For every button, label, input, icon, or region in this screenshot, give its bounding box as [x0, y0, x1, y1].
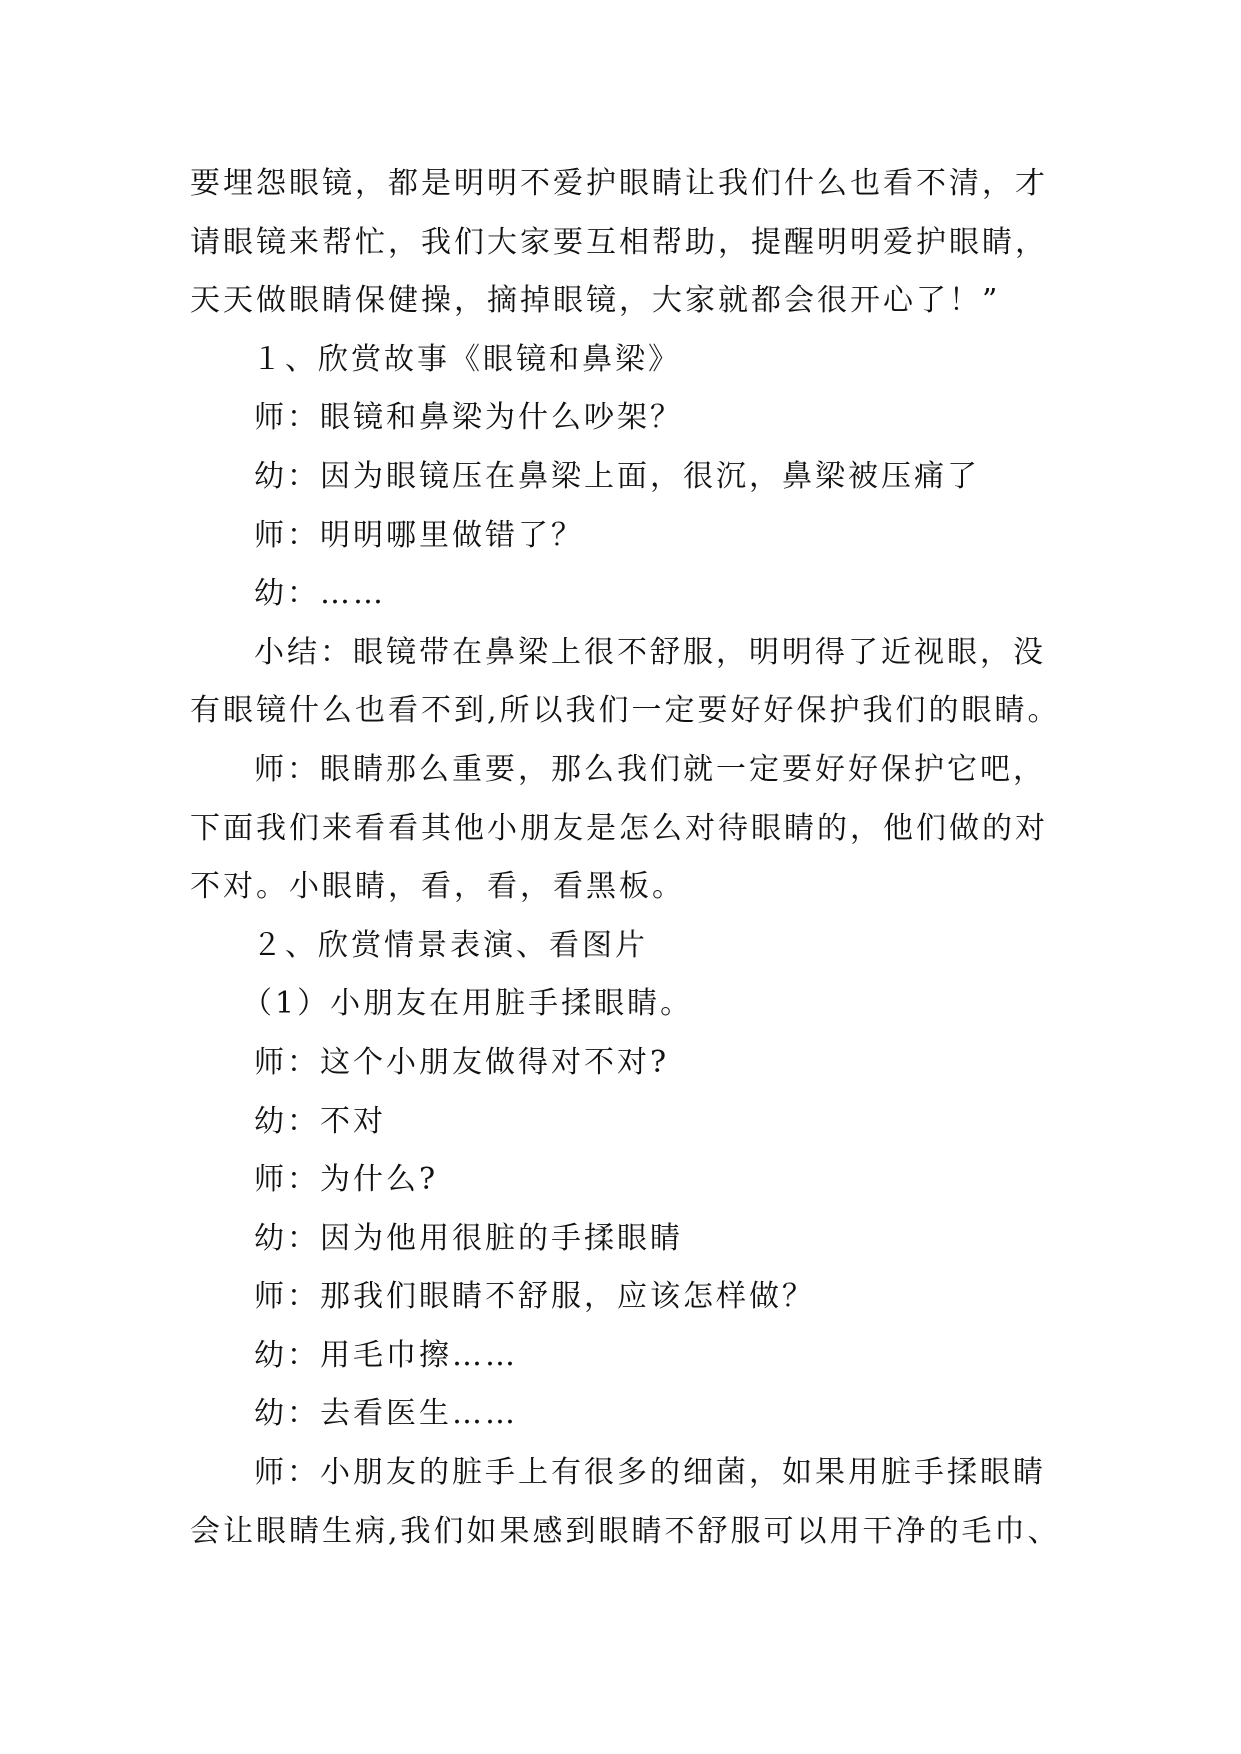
text-line: 会让眼睛生病,我们如果感到眼睛不舒服可以用干净的毛巾、 [190, 1513, 1061, 1549]
dialogue-line: 幼：因为他用很脏的手揉眼睛 [254, 1220, 683, 1256]
section-heading: ２、欣赏情景表演、看图片 [252, 927, 648, 963]
dialogue-line: 师：眼睛那么重要，那么我们就一定要好好保护它吧， [254, 751, 1046, 787]
text-line: 有眼镜什么也看不到,所以我们一定要好好保护我们的眼睛。 [190, 693, 1061, 729]
body-text [190, 155, 1070, 1561]
dialogue-line: 幼：不对 [254, 1103, 386, 1139]
dialogue-line: 幼：用毛巾擦…… [254, 1337, 518, 1373]
dialogue-line: 师：为什么? [254, 1162, 439, 1198]
text-line: 要埋怨眼镜，都是明明不爱护眼睛让我们什么也看不清，才 [190, 166, 1048, 201]
text-line: 请眼镜来帮忙，我们大家要互相帮助，提醒明明爱护眼睛， [190, 224, 1048, 260]
summary-line: 小结：眼镜带在鼻梁上很不舒服，明明得了近视眼，没 [254, 634, 1046, 670]
dialogue-line: 幼：…… [254, 576, 386, 612]
dialogue-line: 幼：因为眼镜压在鼻梁上面，很沉，鼻梁被压痛了 [254, 458, 980, 494]
text-line: 下面我们来看看其他小朋友是怎么对待眼睛的，他们做的对 [190, 810, 1048, 846]
dialogue-line: 师：那我们眼睛不舒服，应该怎样做？ [254, 1279, 815, 1315]
text-line: 不对。小眼睛，看，看，看黑板。 [190, 869, 685, 905]
text-line: 天天做眼睛保健操，摘掉眼镜，大家就都会很开心了！” [190, 283, 1001, 319]
dialogue-line: 师：明明哪里做错了？ [254, 517, 584, 553]
dialogue-line: 师：小朋友的脏手上有很多的细菌，如果用脏手揉眼睛 [254, 1455, 1046, 1491]
section-heading: １、欣赏故事《眼镜和鼻梁》 [252, 341, 681, 377]
dialogue-line: 幼：去看医生…… [254, 1396, 518, 1432]
subsection-heading: （1）小朋友在用脏手揉眼睛。 [242, 986, 694, 1022]
dialogue-line: 师：眼镜和鼻梁为什么吵架？ [254, 400, 683, 436]
dialogue-line: 师：这个小朋友做得对不对? [254, 1044, 670, 1080]
